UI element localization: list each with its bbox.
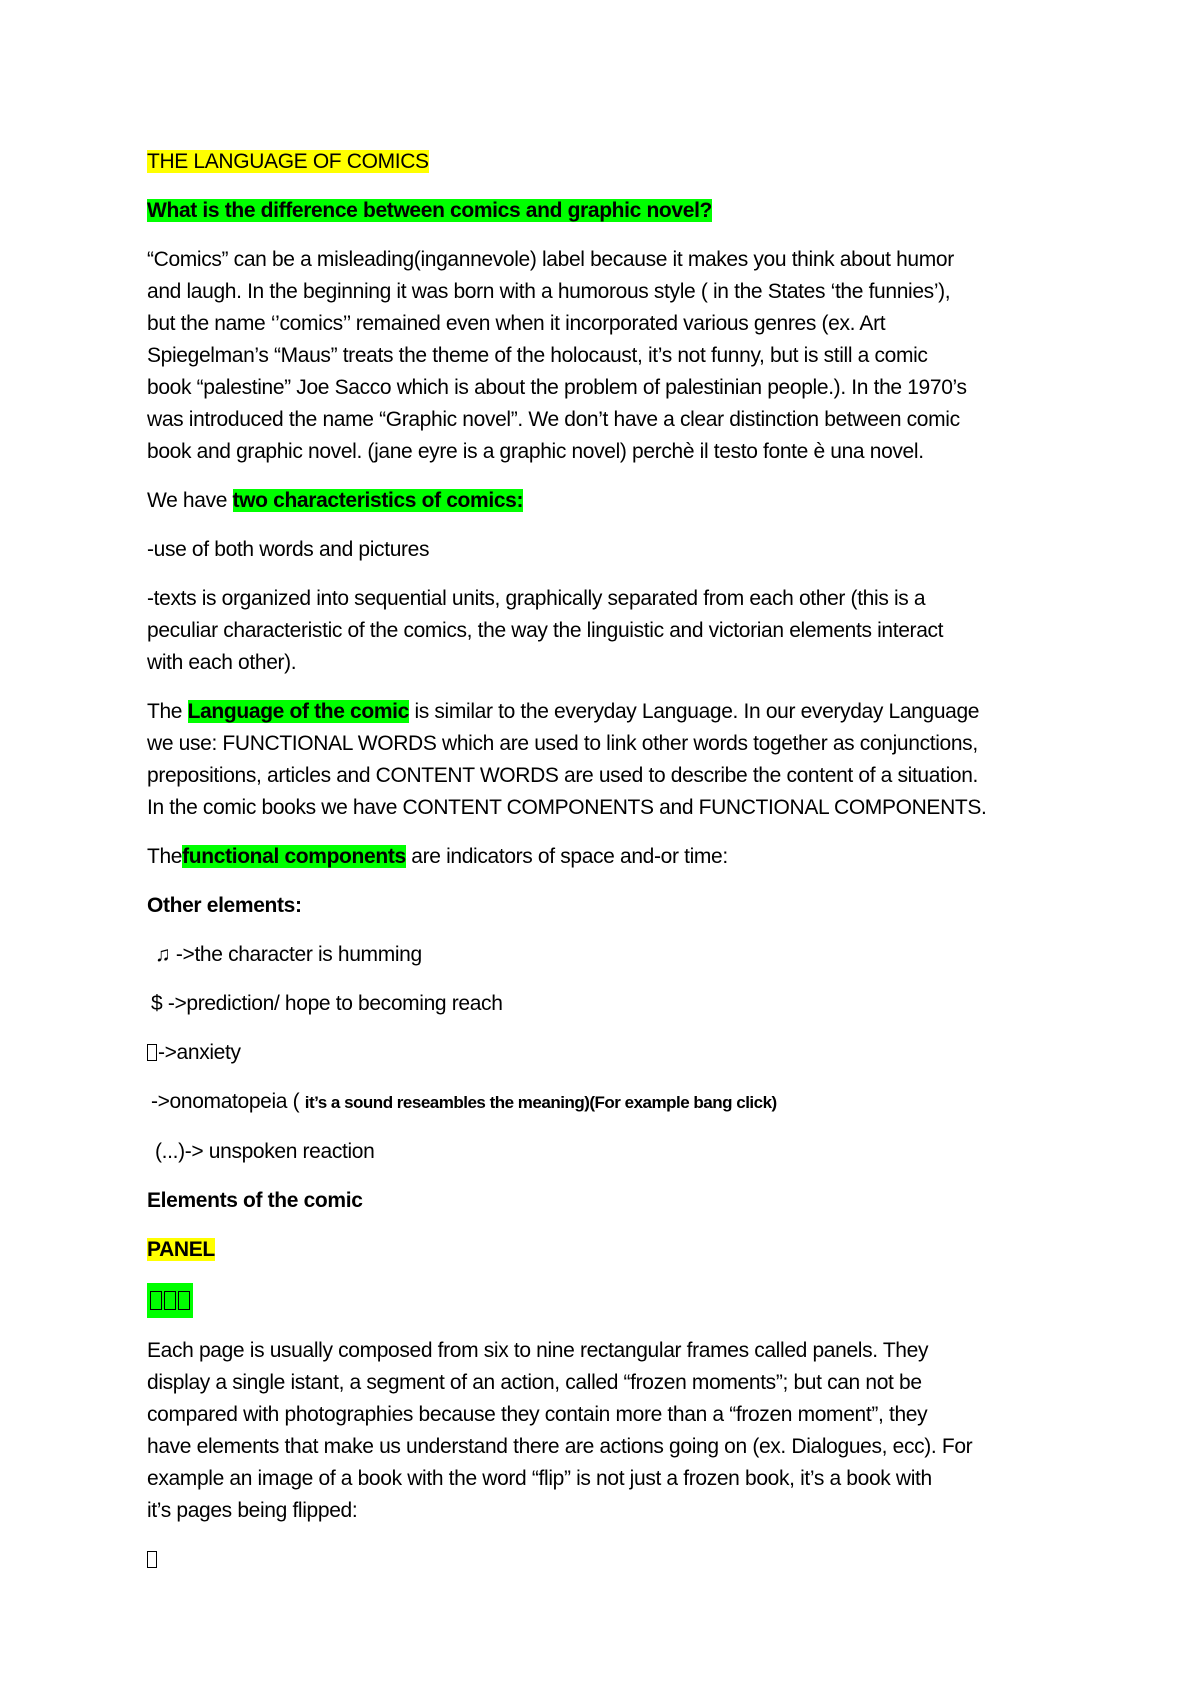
text-line: example an image of a book with the word “flip” is not just a frozen book, it’s a book with	[147, 1467, 932, 1490]
missing-glyph-icon	[147, 1044, 157, 1061]
document-page	[147, 146, 1067, 1593]
missing-glyphs-highlight	[147, 1283, 193, 1318]
symbol-dollar-item	[147, 988, 1067, 1020]
language-prefix: The	[147, 700, 188, 723]
music-note-icon: ♫	[155, 943, 171, 966]
language-highlight: Language of the comic	[187, 700, 409, 723]
text-line: have elements that make us understand there are actions going on (ex. Dialogues, ecc). For	[147, 1435, 973, 1458]
other-elements-heading: Other elements:	[147, 894, 302, 917]
missing-glyph-icon	[164, 1291, 176, 1310]
missing-glyph-icon	[178, 1291, 190, 1310]
list-item-words-pictures	[147, 534, 1067, 566]
elements-heading: Elements of the comic	[147, 1189, 363, 1212]
symbol-onomatopoeia-item	[147, 1086, 1067, 1119]
missing-glyphs-paragraph	[147, 1283, 1067, 1318]
text-line: peculiar characteristic of the comics, the way the linguistic and victorian elements interact	[147, 619, 944, 642]
functional-paragraph	[147, 841, 1067, 873]
text-line: we use: FUNCTIONAL WORDS which are used to link other words together as conjunctions,	[147, 732, 978, 755]
question-paragraph	[147, 195, 1067, 227]
functional-rest: are indicators of space and-or time:	[405, 845, 728, 868]
text-line: but the name ‘’comics’’ remained even when it incorporated various genres (ex. Art	[147, 312, 886, 335]
text-line: Each page is usually composed from six to nine rectangular frames called panels. They	[147, 1339, 929, 1362]
text-line: with each other).	[147, 651, 297, 674]
text-line: -texts is organized into sequential units, graphically separated from each other (this is a	[147, 587, 926, 610]
title-paragraph	[147, 146, 1067, 178]
symbol-onomatopoeia-text: ->onomatopeia (	[151, 1090, 305, 1113]
characteristics-prefix: We have	[147, 489, 233, 512]
text-line: “Comics” can be a misleading(ingannevole) label because it makes you think about humor	[147, 248, 954, 271]
characteristics-paragraph	[147, 485, 1067, 517]
panel-paragraph	[147, 1335, 1067, 1527]
symbol-unspoken-text: (...)-> unspoken reaction	[155, 1140, 375, 1163]
functional-prefix: The	[147, 845, 183, 868]
text-line: compared with photographies because they contain more than a “frozen moment”, they	[147, 1403, 928, 1426]
language-first-rest: is similar to the everyday Language. In our everyday Language	[408, 700, 980, 723]
characteristics-highlight: two characteristics of comics:	[232, 489, 524, 512]
text-line: it’s pages being flipped:	[147, 1499, 358, 1522]
dollar-sign-icon: $	[151, 992, 163, 1015]
symbol-onomatopoeia-small: it’s a sound reseambles the meaning)(For example bang click)	[304, 1093, 777, 1112]
panel-heading: PANEL	[147, 1238, 215, 1261]
symbol-humming-text: ->the character is humming	[170, 943, 422, 966]
missing-image-paragraph	[147, 1544, 1067, 1576]
intro-paragraph	[147, 244, 1067, 468]
question-heading: What is the difference between comics and graphic novel?	[147, 199, 713, 222]
other-elements-heading-paragraph	[147, 890, 1067, 922]
panel-heading-paragraph	[147, 1234, 1067, 1266]
text-line: was introduced the name “Graphic novel”. We don’t have a clear distinction between comic	[147, 408, 960, 431]
text-line: book “palestine” Joe Sacco which is about the problem of palestinian people.). In the 1970’s	[147, 376, 967, 399]
text-line: -use of both words and pictures	[147, 538, 430, 561]
symbol-anxiety-text: ->anxiety	[158, 1041, 241, 1064]
language-paragraph	[147, 696, 1067, 824]
text-line: In the comic books we have CONTENT COMPONENTS and FUNCTIONAL COMPONENTS.	[147, 796, 987, 819]
missing-glyph-icon	[147, 1551, 157, 1568]
text-line: book and graphic novel. (jane eyre is a graphic novel) perchè il testo fonte è una novel.	[147, 440, 924, 463]
symbol-unspoken-item	[147, 1136, 1067, 1168]
document-title: THE LANGUAGE OF COMICS	[147, 150, 429, 173]
missing-glyph-icon	[150, 1291, 162, 1310]
elements-heading-paragraph	[147, 1185, 1067, 1217]
functional-highlight: functional components	[182, 845, 406, 868]
text-line: prepositions, articles and CONTENT WORDS are used to describe the content of a situation.	[147, 764, 979, 787]
symbol-dollar-text: ->prediction/ hope to becoming reach	[162, 992, 503, 1015]
text-line: Spiegelman’s “Maus” treats the theme of the holocaust, it’s not funny, but is still a comic	[147, 344, 928, 367]
list-item-sequential	[147, 583, 1067, 679]
text-line: and laugh. In the beginning it was born with a humorous style ( in the States ‘the funnies’),	[147, 280, 951, 303]
text-line: display a single istant, a segment of an action, called “frozen moments”; but can not be	[147, 1371, 922, 1394]
symbol-anxiety-item	[147, 1037, 1067, 1069]
symbol-humming-item	[147, 939, 1067, 971]
